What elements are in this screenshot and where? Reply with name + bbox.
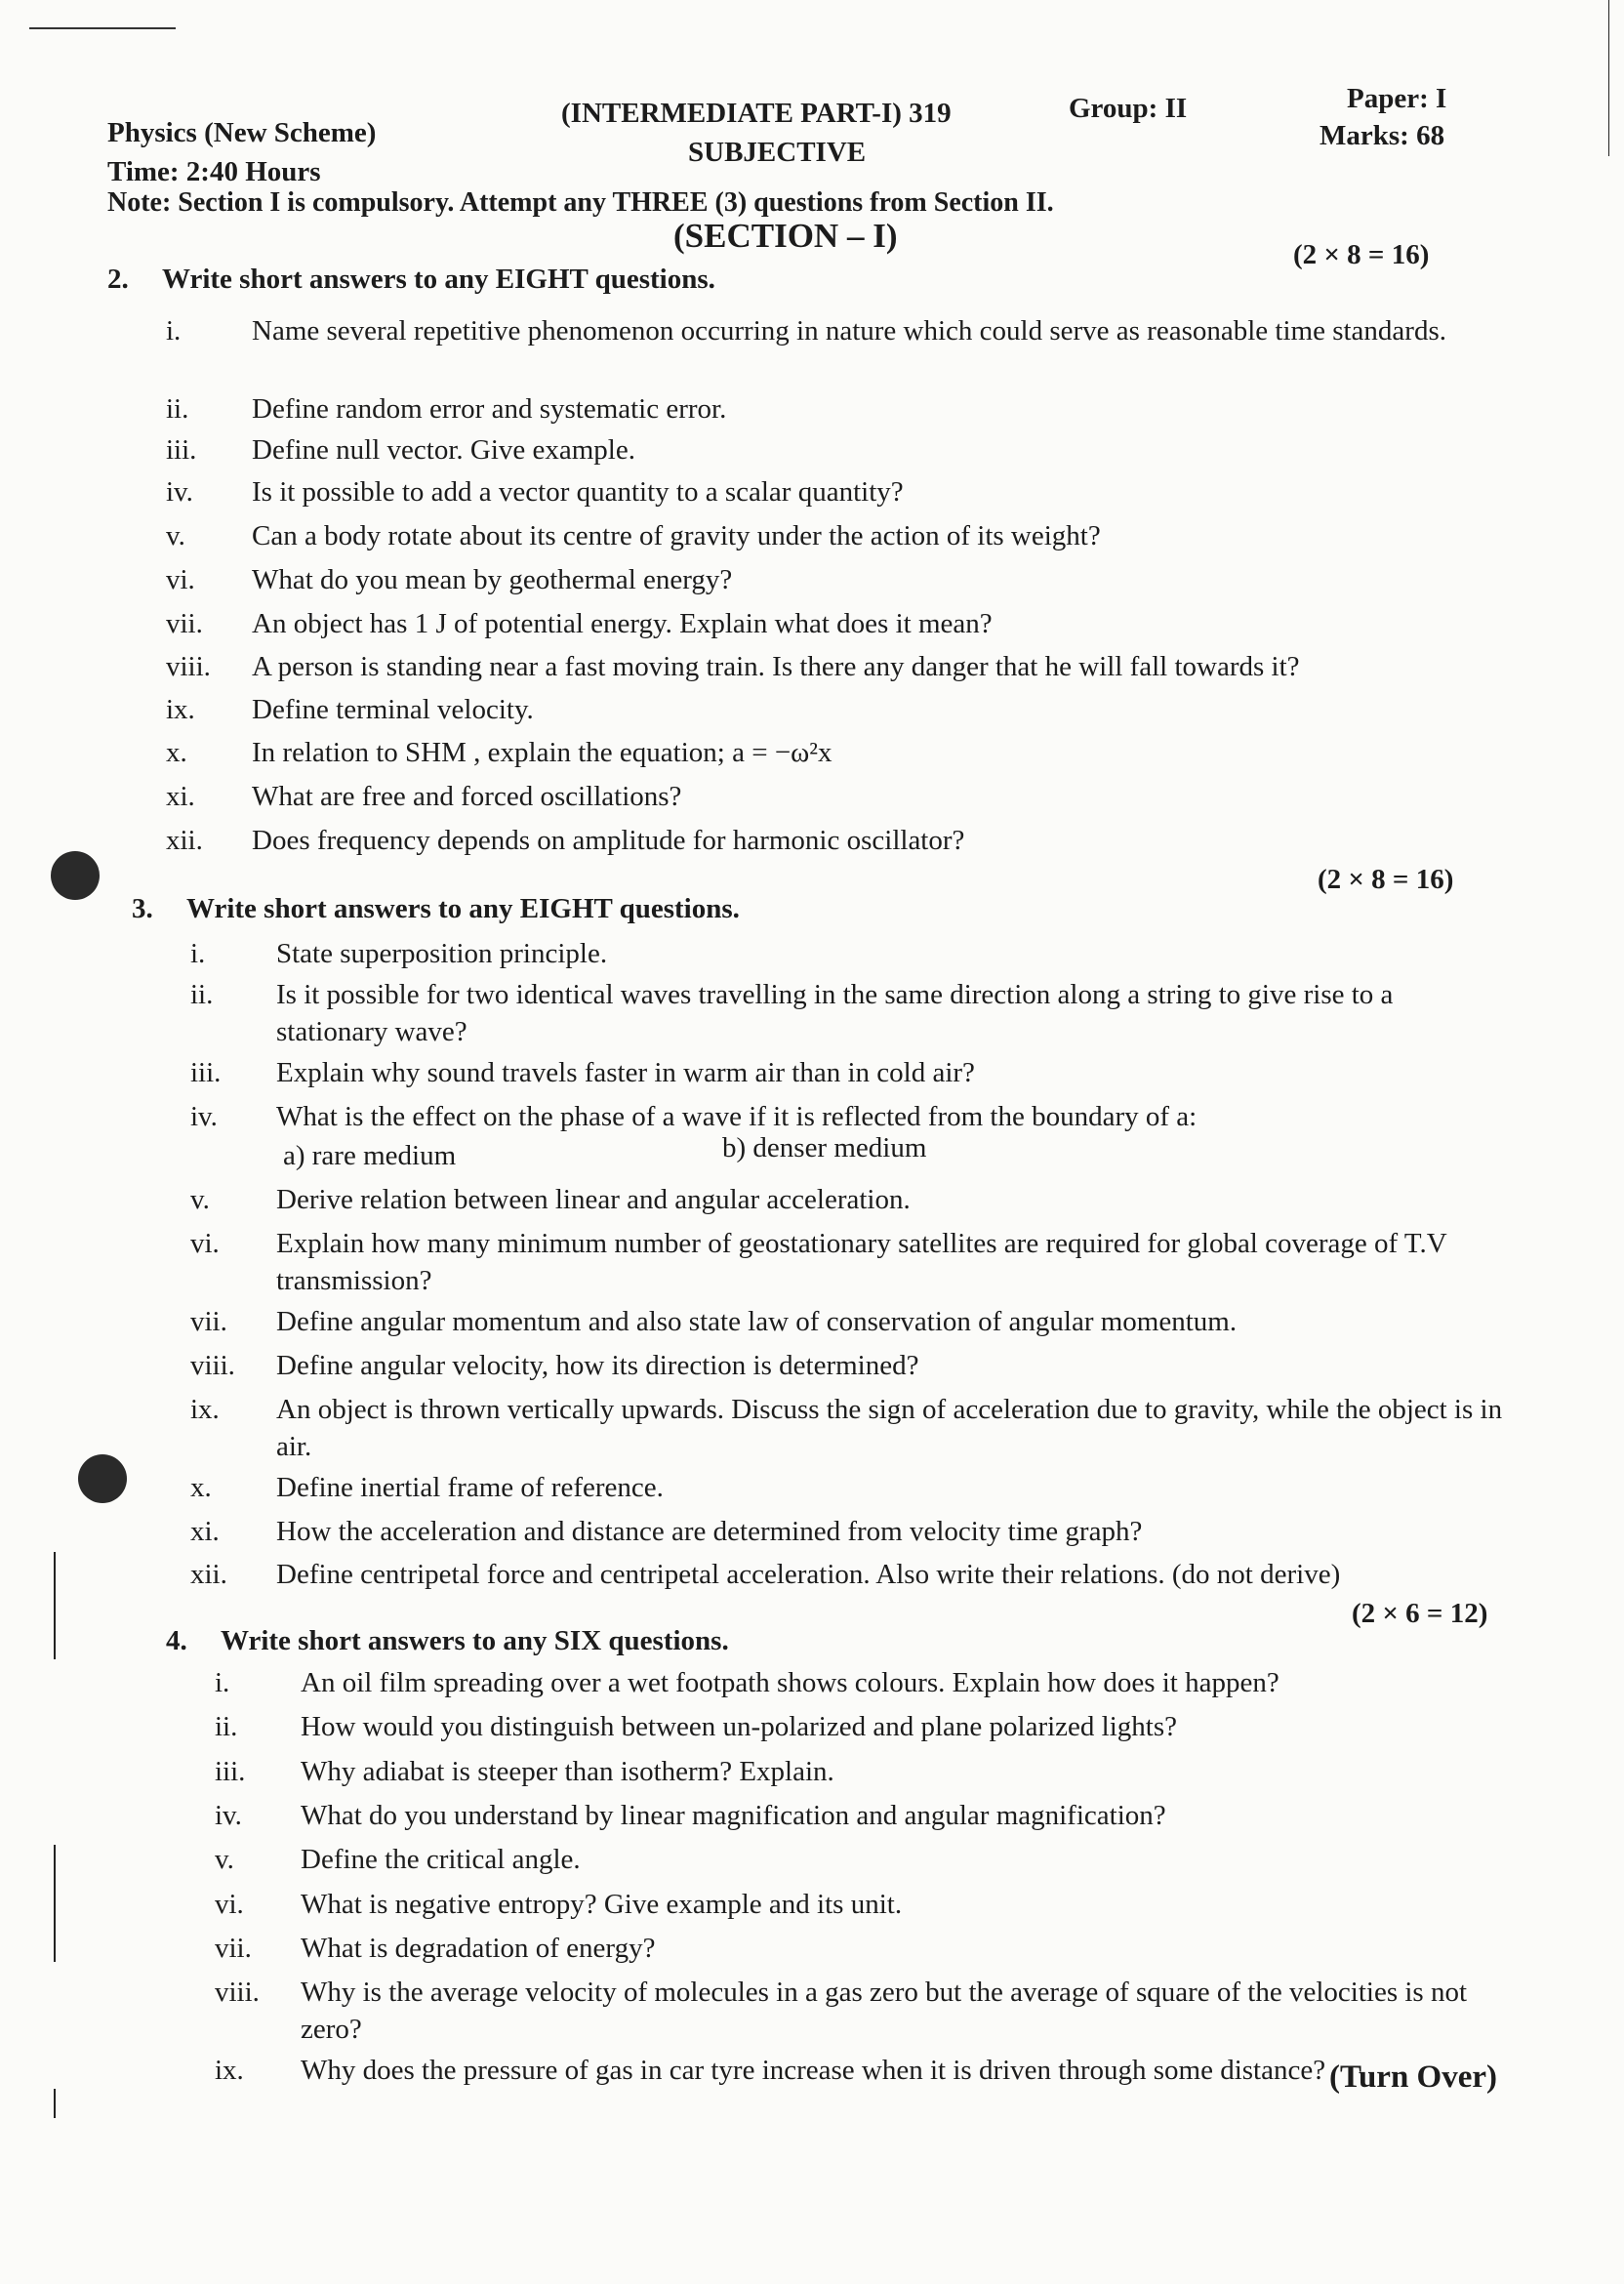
paper-type: SUBJECTIVE (688, 137, 867, 168)
item-text: Define terminal velocity. (252, 694, 534, 725)
question-item (215, 1664, 1503, 1701)
item-number: ii. (215, 1711, 238, 1742)
item-number: vii. (166, 608, 203, 639)
question-marks: (2 × 8 = 16) (1293, 239, 1430, 270)
item-number: ii. (166, 393, 189, 425)
item-text: Why is the average velocity of molecules in a gas zero but the average of square of the velocities is not zero? (301, 1977, 1468, 2045)
item-number: iii. (166, 434, 197, 466)
question-item (166, 561, 1503, 598)
question-item (190, 976, 1503, 1050)
exam-title: (INTERMEDIATE PART-I) 319 (561, 98, 952, 129)
item-text: Can a body rotate about its centre of gravity under the action of its weight? (252, 520, 1101, 551)
question-item (166, 431, 1503, 469)
group-label: Group: II (1069, 93, 1188, 124)
item-text: Define angular velocity, how its direction is determined? (276, 1350, 919, 1381)
item-text: A person is standing near a fast moving train. Is there any danger that he will fall towards it? (252, 651, 1300, 682)
item-number: i. (166, 315, 182, 347)
item-text: An oil film spreading over a wet footpath shows colours. Explain how does it happen? (301, 1667, 1279, 1698)
item-number: ix. (190, 1394, 220, 1425)
time-label: Time: 2:40 Hours (107, 156, 321, 187)
question-item (215, 1753, 1503, 1790)
item-number: xi. (166, 781, 195, 812)
question-item (190, 1347, 1503, 1384)
question-item (166, 648, 1503, 685)
question-item (215, 1841, 1503, 1878)
question-item (215, 2052, 1503, 2089)
item-number: viii. (190, 1350, 235, 1381)
question-item (190, 1054, 1503, 1091)
question-item (215, 1797, 1503, 1834)
item-text: What is the effect on the phase of a wave if it is reflected from the boundary of a: (276, 1101, 1198, 1132)
item-number: iii. (215, 1756, 246, 1787)
question-item (190, 1391, 1503, 1465)
item-text: Is it possible to add a vector quantity to a scalar quantity? (252, 476, 904, 508)
paper-label: Paper: I (1347, 83, 1447, 114)
item-number: viii. (166, 651, 211, 682)
item-number: xii. (190, 1559, 227, 1590)
question-item (166, 312, 1503, 349)
item-number: xii. (166, 825, 203, 856)
marks-label: Marks: 68 (1320, 120, 1445, 151)
sub-option-a: a) rare medium (283, 1140, 457, 1171)
item-text: An object has 1 J of potential energy. Explain what does it mean? (252, 608, 993, 639)
item-number: v. (166, 520, 185, 551)
item-text: Define centripetal force and centripetal acceleration. Also write their relations. (do not derive) (276, 1559, 1341, 1590)
item-text: What is negative entropy? Give example and its unit. (301, 1889, 903, 1920)
punch-hole-bottom (78, 1454, 127, 1503)
question-item (215, 1930, 1503, 1967)
question-item (190, 1225, 1503, 1299)
question-item (166, 473, 1503, 510)
question-heading (166, 1625, 729, 1657)
question-instruction: Write short answers to any EIGHT questions. (186, 893, 740, 924)
question-marks: (2 × 6 = 12) (1352, 1598, 1488, 1629)
scan-artifact-line (29, 27, 176, 29)
item-number: v. (215, 1844, 234, 1875)
item-number: ii. (190, 979, 214, 1010)
item-text: What do you mean by geothermal energy? (252, 564, 733, 595)
item-text: Is it possible for two identical waves travelling in the same direction along a string to give rise to a stationary wave? (276, 979, 1394, 1047)
question-item (215, 1886, 1503, 1923)
item-number: x. (190, 1472, 212, 1503)
item-text: Derive relation between linear and angular acceleration. (276, 1184, 911, 1215)
edge-mark (54, 1552, 56, 1659)
question-item (190, 1469, 1503, 1506)
edge-mark (54, 2089, 56, 2118)
item-text: Why does the pressure of gas in car tyre increase when it is driven through some distance? (301, 2055, 1326, 2086)
question-marks: (2 × 8 = 16) (1318, 864, 1454, 895)
item-text: Why adiabat is steeper than isotherm? Explain. (301, 1756, 834, 1787)
question-heading (132, 893, 740, 925)
question-item (215, 1974, 1503, 2048)
item-number: iii. (190, 1057, 222, 1088)
item-number: ix. (215, 2055, 244, 2086)
item-text: Define inertial frame of reference. (276, 1472, 664, 1503)
item-number: ix. (166, 694, 195, 725)
item-text: Define random error and systematic error. (252, 393, 727, 425)
question-item (190, 1098, 1503, 1135)
question-number: 4. (166, 1625, 187, 1656)
question-heading (107, 264, 715, 296)
question-instruction: Write short answers to any SIX questions. (221, 1625, 729, 1656)
item-number: viii. (215, 1977, 260, 2008)
item-text: Define the critical angle. (301, 1844, 581, 1875)
question-item (166, 734, 1503, 771)
question-item (190, 1556, 1503, 1593)
question-item (190, 1513, 1503, 1550)
question-item (166, 691, 1503, 728)
item-number: xi. (190, 1516, 220, 1547)
question-instruction: Write short answers to any EIGHT questions. (162, 264, 715, 295)
item-text: What do you understand by linear magnification and angular magnification? (301, 1800, 1166, 1831)
subject-label: Physics (New Scheme) (107, 117, 377, 148)
item-text: Define null vector. Give example. (252, 434, 635, 466)
item-text: Does frequency depends on amplitude for harmonic oscillator? (252, 825, 965, 856)
question-item (215, 1708, 1503, 1745)
item-text: How would you distinguish between un-polarized and plane polarized lights? (301, 1711, 1177, 1742)
item-text: An object is thrown vertically upwards. Discuss the sign of acceleration due to gravity, while the object is in air. (276, 1394, 1503, 1462)
sub-option-b: b) denser medium (722, 1132, 927, 1163)
question-item (190, 1181, 1503, 1218)
question-item (190, 1303, 1503, 1340)
punch-hole-top (51, 851, 100, 900)
item-number: iv. (166, 476, 193, 508)
edge-mark (1608, 0, 1609, 156)
item-number: vii. (190, 1306, 227, 1337)
question-item (166, 605, 1503, 642)
item-number: vi. (166, 564, 195, 595)
item-text: Define angular momentum and also state law of conservation of angular momentum. (276, 1306, 1238, 1337)
item-number: iv. (215, 1800, 242, 1831)
item-text: In relation to SHM , explain the equation; a = −ω²x (252, 737, 832, 768)
item-number: vii. (215, 1933, 252, 1964)
item-number: vi. (190, 1228, 220, 1259)
edge-mark (54, 1845, 56, 1962)
item-number: vi. (215, 1889, 244, 1920)
question-item (166, 390, 1503, 428)
item-text: What is degradation of energy? (301, 1933, 656, 1964)
question-item (166, 822, 1503, 859)
item-number: iv. (190, 1101, 218, 1132)
question-item (166, 778, 1503, 815)
item-number: x. (166, 737, 187, 768)
question-item (190, 935, 1503, 972)
item-number: v. (190, 1184, 210, 1215)
item-text: How the acceleration and distance are determined from velocity time graph? (276, 1516, 1143, 1547)
question-number: 3. (132, 893, 153, 924)
item-text: State superposition principle. (276, 938, 608, 969)
item-text: Name several repetitive phenomenon occurring in nature which could serve as reasonable time standards. (252, 315, 1446, 347)
section-title: (SECTION – I) (673, 217, 898, 255)
item-text: Explain why sound travels faster in warm air than in cold air? (276, 1057, 975, 1088)
item-number: i. (190, 938, 206, 969)
instructions-note: Note: Section I is compulsory. Attempt any THREE (3) questions from Section II. (107, 187, 1054, 218)
item-text: Explain how many minimum number of geostationary satellites are required for global coverage of T.V transmission? (276, 1228, 1447, 1296)
turn-over-label: (Turn Over) (1328, 2060, 1497, 2095)
item-number: i. (215, 1667, 230, 1698)
item-text: What are free and forced oscillations? (252, 781, 682, 812)
question-number: 2. (107, 264, 129, 295)
question-item (166, 517, 1503, 554)
